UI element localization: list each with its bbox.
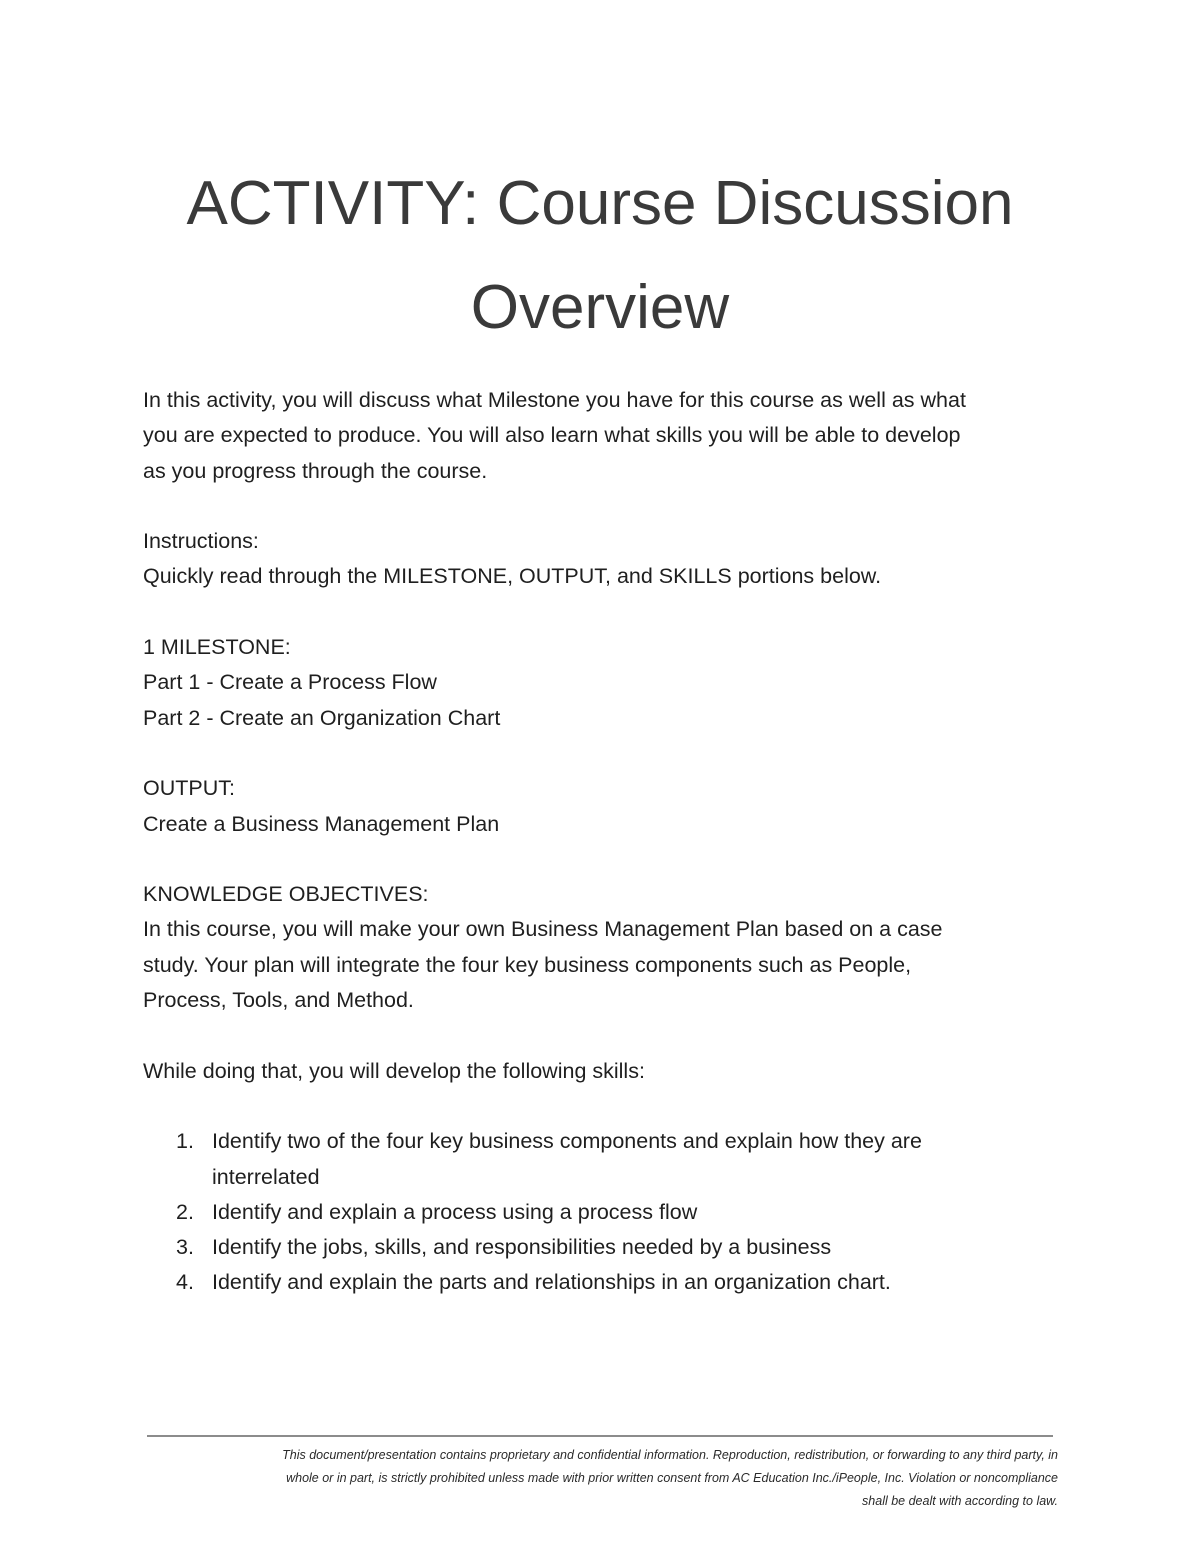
milestone-label: 1 MILESTONE:: [143, 635, 291, 660]
skill-text: Identify and explain the parts and relationships in an organization chart.: [212, 1270, 891, 1295]
footer-line-1: This document/presentation contains proprietary and confidential information. Reproduction, redistribution, or forwarding to any third party, in: [282, 1448, 1058, 1462]
knowledge-label: KNOWLEDGE OBJECTIVES:: [143, 882, 429, 907]
milestone-part-1: Part 1 - Create a Process Flow: [143, 670, 437, 695]
list-number: 3.: [176, 1235, 194, 1260]
knowledge-line-2: study. Your plan will integrate the four key business components such as People,: [143, 952, 912, 977]
instructions-label: Instructions:: [143, 529, 259, 554]
knowledge-section: [143, 877, 1063, 1018]
list-number: 4.: [176, 1270, 194, 1295]
title-line-1: ACTIVITY: Course Discussion: [186, 169, 1014, 238]
document-body: [143, 383, 1063, 1301]
milestone-part-2: Part 2 - Create an Organization Chart: [143, 705, 501, 730]
output-text: Create a Business Management Plan: [143, 811, 500, 836]
list-number: 1.: [176, 1129, 194, 1154]
skill-text: Identify and explain a process using a process flow: [212, 1199, 698, 1224]
skill-text: Identify two of the four key business components and explain how they are: [212, 1129, 922, 1154]
intro-line-3: as you progress through the course.: [143, 458, 488, 483]
footer-divider: [147, 1435, 1053, 1437]
list-number: 2.: [176, 1199, 194, 1224]
milestone-section: [143, 630, 1063, 736]
instructions-section: [143, 524, 1063, 595]
skills-list: [143, 1124, 1063, 1300]
skills-intro: While doing that, you will develop the following skills:: [143, 1058, 645, 1083]
intro-paragraph: [143, 383, 1063, 489]
output-label: OUTPUT:: [143, 776, 235, 801]
instructions-text: Quickly read through the MILESTONE, OUTPUT, and SKILLS portions below.: [143, 564, 882, 589]
intro-line-2: you are expected to produce. You will also learn what skills you will be able to develop: [143, 423, 961, 448]
knowledge-line-3: Process, Tools, and Method.: [143, 988, 414, 1013]
skills-list-item: [143, 1230, 1063, 1265]
output-section: [143, 771, 1063, 842]
skills-list-item: [143, 1265, 1063, 1300]
footer-line-2: whole or in part, is strictly prohibited unless made with prior written consent from AC Education Inc./iPeople, Inc. Violation or noncompliance: [286, 1471, 1058, 1485]
skill-text-continued: interrelated: [212, 1164, 320, 1189]
knowledge-line-1: In this course, you will make your own Business Management Plan based on a case: [143, 917, 943, 942]
skills-list-item: [143, 1124, 1063, 1195]
confidentiality-footer: [140, 1444, 1058, 1513]
page-title: [100, 152, 1100, 360]
footer-line-3: shall be dealt with according to law.: [862, 1494, 1058, 1508]
skills-list-item: [143, 1195, 1063, 1230]
skill-text: Identify the jobs, skills, and responsibilities needed by a business: [212, 1235, 832, 1260]
intro-line-1: In this activity, you will discuss what Milestone you have for this course as well as what: [143, 388, 966, 412]
title-line-2: Overview: [470, 273, 730, 342]
